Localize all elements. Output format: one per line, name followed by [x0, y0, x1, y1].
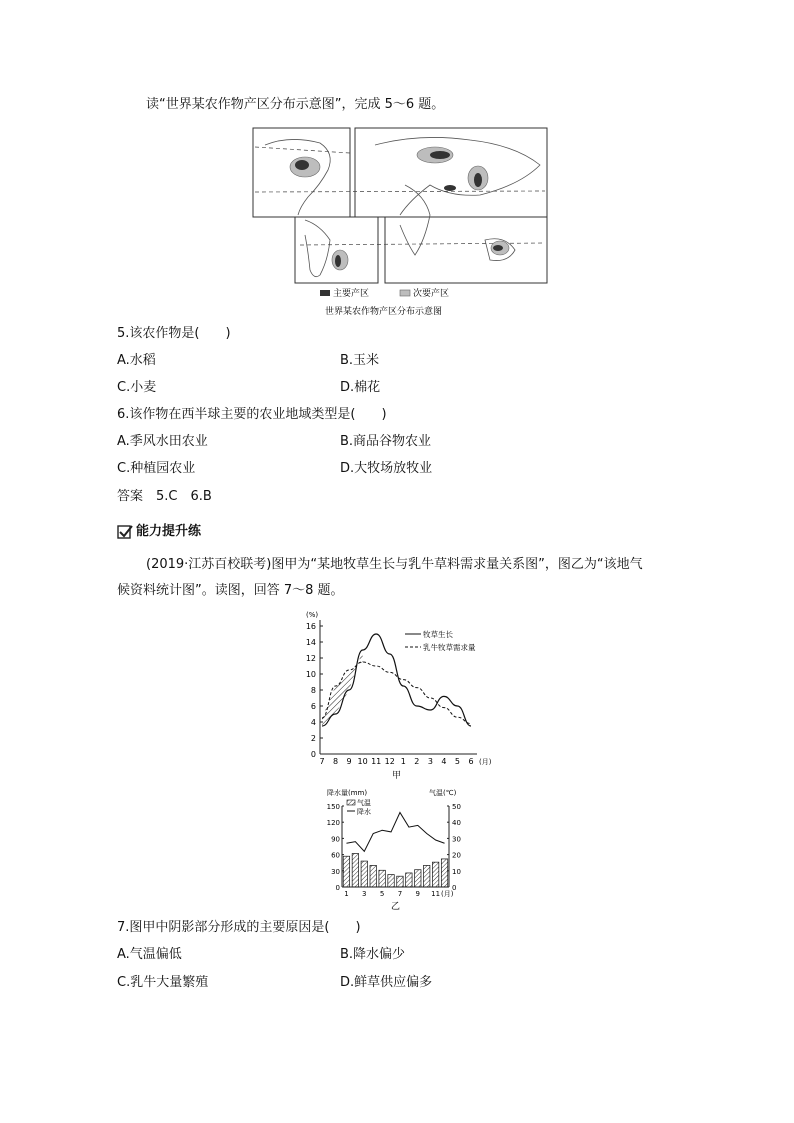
- chart-title: 乙: [390, 902, 401, 912]
- y-tick-label: 12: [305, 654, 316, 663]
- y-axis-unit: (%): [306, 611, 319, 619]
- x-tick-label: 3: [362, 890, 367, 898]
- q6-option-c: C.种植园农业: [117, 461, 196, 476]
- y-tick-label: 4: [310, 718, 316, 727]
- bar-temperature: [432, 862, 438, 887]
- x-axis-unit: (月): [479, 758, 492, 766]
- bar-temperature: [352, 854, 358, 887]
- x-tick-label: 5: [454, 757, 461, 766]
- q5-option-c: C.小麦: [117, 380, 157, 395]
- right-tick-label: 30: [452, 835, 461, 844]
- right-tick-label: 50: [452, 803, 461, 811]
- series-precip-line: [346, 812, 444, 851]
- shaded-deficit-area: [322, 650, 363, 726]
- legend-demand-label: 乳牛牧草需求量: [423, 643, 476, 652]
- bar-temperature: [423, 865, 429, 887]
- q6-option-d: D.大牧场放牧业: [340, 461, 433, 476]
- x-tick-label: 6: [468, 757, 474, 766]
- bar-temperature: [397, 876, 403, 887]
- chart-yi: [325, 785, 470, 913]
- left-tick-label: 30: [331, 867, 340, 876]
- y-tick-label: 6: [310, 702, 316, 711]
- x-tick-label: 5: [379, 890, 385, 898]
- left-tick-label: 60: [331, 851, 340, 860]
- x-tick-label: 3: [427, 757, 433, 766]
- bar-temperature: [370, 865, 376, 887]
- right-tick-label: 10: [452, 867, 461, 876]
- x-tick-label: 4: [441, 757, 447, 766]
- intro2-line2: 候资料统计图”。读图，回答 7～8 题。: [117, 583, 344, 598]
- left-tick-label: 90: [331, 835, 340, 844]
- x-tick-label: 1: [344, 890, 349, 898]
- x-tick-label: 8: [332, 757, 339, 766]
- y-tick-label: 14: [305, 638, 316, 647]
- legend-minor-swatch: [400, 290, 410, 296]
- x-tick-label: 9: [346, 757, 352, 766]
- q7-option-c: C.乳牛大量繁殖: [117, 975, 209, 990]
- legend-main-label: 主要产区: [333, 289, 370, 299]
- y-tick-label: 2: [310, 734, 316, 743]
- x-tick-label: 12: [384, 757, 395, 766]
- bar-temperature: [388, 875, 394, 887]
- x-tick-label: 10: [357, 757, 368, 766]
- intro2-line1: (2019·江苏百校联考)图甲为“某地牧草生长与乳牛草料需求量关系图”，图乙为“该地气: [146, 557, 643, 572]
- checkbox-icon: [117, 524, 133, 540]
- x-tick-label: 11: [431, 890, 441, 898]
- answer-line: 答案 5.C 6.B: [117, 489, 212, 504]
- x-axis-unit: (月): [441, 890, 454, 898]
- bar-temperature: [415, 870, 421, 887]
- bar-temperature: [379, 870, 385, 887]
- left-tick-label: 120: [326, 819, 340, 828]
- left-tick-label: 150: [326, 803, 340, 811]
- q5-option-b: B.玉米: [340, 353, 380, 368]
- legend-grass-label: 牧草生长: [423, 630, 453, 639]
- x-tick-label: 7: [319, 757, 325, 766]
- y-tick-label: 8: [310, 686, 316, 695]
- q5-option-d: D.棉花: [340, 380, 381, 395]
- y-tick-label: 10: [305, 670, 316, 679]
- x-tick-label: 9: [415, 890, 421, 898]
- legend-precip-label: 降水: [357, 808, 371, 816]
- q6-option-b: B.商品谷物农业: [340, 434, 432, 449]
- bar-temperature: [343, 856, 349, 887]
- q5-option-a: A.水稻: [117, 353, 156, 368]
- q7-option-b: B.降水偏少: [340, 947, 406, 962]
- q5-stem: 5.该农作物是( ): [117, 326, 231, 341]
- right-tick-label: 0: [452, 884, 457, 892]
- right-tick-label: 40: [452, 819, 461, 828]
- legend-minor-label: 次要产区: [413, 289, 450, 299]
- q7-stem: 7.图甲中阴影部分形成的主要原因是( ): [117, 920, 361, 935]
- world-crop-map: [250, 125, 550, 320]
- x-tick-label: 11: [371, 757, 382, 766]
- q6-option-a: A.季风水田农业: [117, 434, 208, 449]
- x-tick-label: 7: [397, 890, 403, 898]
- right-axis-label: 气温(℃): [429, 789, 457, 797]
- y-tick-label: 16: [305, 622, 316, 631]
- intro-text: 读“世界某农作物产区分布示意图”，完成 5～6 题。: [146, 97, 445, 112]
- section-title: 能力提升练: [136, 524, 202, 539]
- legend-temp-label: 气温: [357, 799, 371, 807]
- q7-option-a: A.气温偏低: [117, 947, 182, 962]
- bar-temperature: [441, 859, 447, 887]
- map-caption: 世界某农作物产区分布示意图: [325, 307, 443, 317]
- y-tick-label: 0: [310, 750, 316, 759]
- chart-title: 甲: [391, 771, 402, 781]
- q6-stem: 6.该作物在西半球主要的农业地域类型是( ): [117, 407, 387, 422]
- left-axis-label: 降水量(mm): [327, 789, 368, 797]
- left-tick-label: 0: [335, 884, 340, 892]
- x-tick-label: 2: [414, 757, 420, 766]
- bar-temperature: [361, 861, 367, 887]
- bar-temperature: [406, 873, 412, 887]
- legend-main-swatch: [320, 290, 330, 296]
- chart-jia: [295, 610, 505, 782]
- right-tick-label: 20: [452, 851, 461, 860]
- legend-bar-swatch: [347, 800, 355, 805]
- q7-option-d: D.鲜草供应偏多: [340, 975, 433, 990]
- x-tick-label: 1: [400, 757, 406, 766]
